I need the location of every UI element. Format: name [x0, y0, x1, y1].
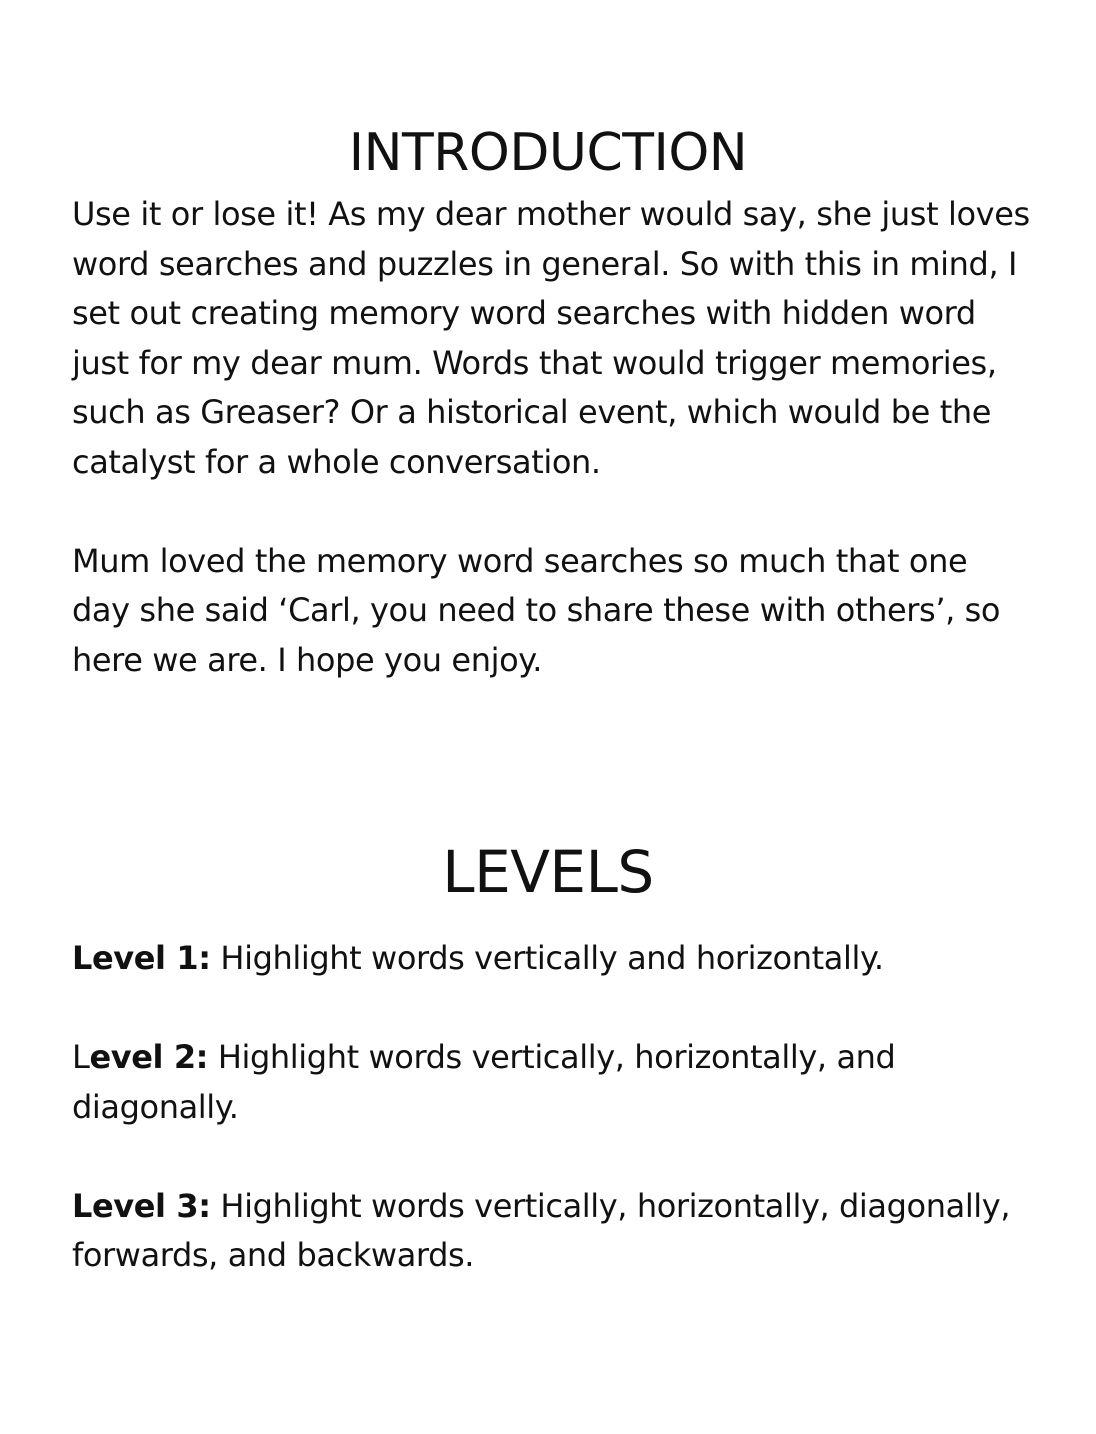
introduction-heading: INTRODUCTION [348, 123, 748, 183]
level-label: evel 2: [89, 1038, 209, 1076]
level-item-2 [72, 1033, 1032, 1132]
level-description: Highlight words vertically and horizontally. [210, 939, 884, 977]
introduction-paragraph: Mum loved the memory word searches so much that one day she said ‘Carl, you need to share these with others’, so here we are. I hope you enjoy. [72, 541, 1001, 679]
levels-heading: LEVELS [442, 838, 654, 906]
level-label-plain: L [72, 1038, 90, 1076]
level-label: Level 1: [72, 939, 211, 977]
level-label: Level 3: [72, 1186, 211, 1225]
introduction-body [72, 190, 1032, 685]
levels-list [72, 934, 1032, 1281]
level-description: Highlight words vertically, horizontally, diagonally, forwards, and backwards. [72, 1186, 1011, 1274]
level-item-1 [72, 934, 1032, 984]
introduction-paragraph: Use it or lose it! As my dear mother would say, she just loves word searches and puzzles in general. So with this in mind, I set out creating memory word searches with hidden word just for my dear mum. Words that would trigger memories, such as Greaser? Or a historical event, which would be the catalyst for a whole conversation. [72, 195, 1030, 481]
level-description: Highlight words vertically, horizontally, and diagonally. [72, 1038, 896, 1126]
level-item-3 [72, 1182, 1032, 1281]
